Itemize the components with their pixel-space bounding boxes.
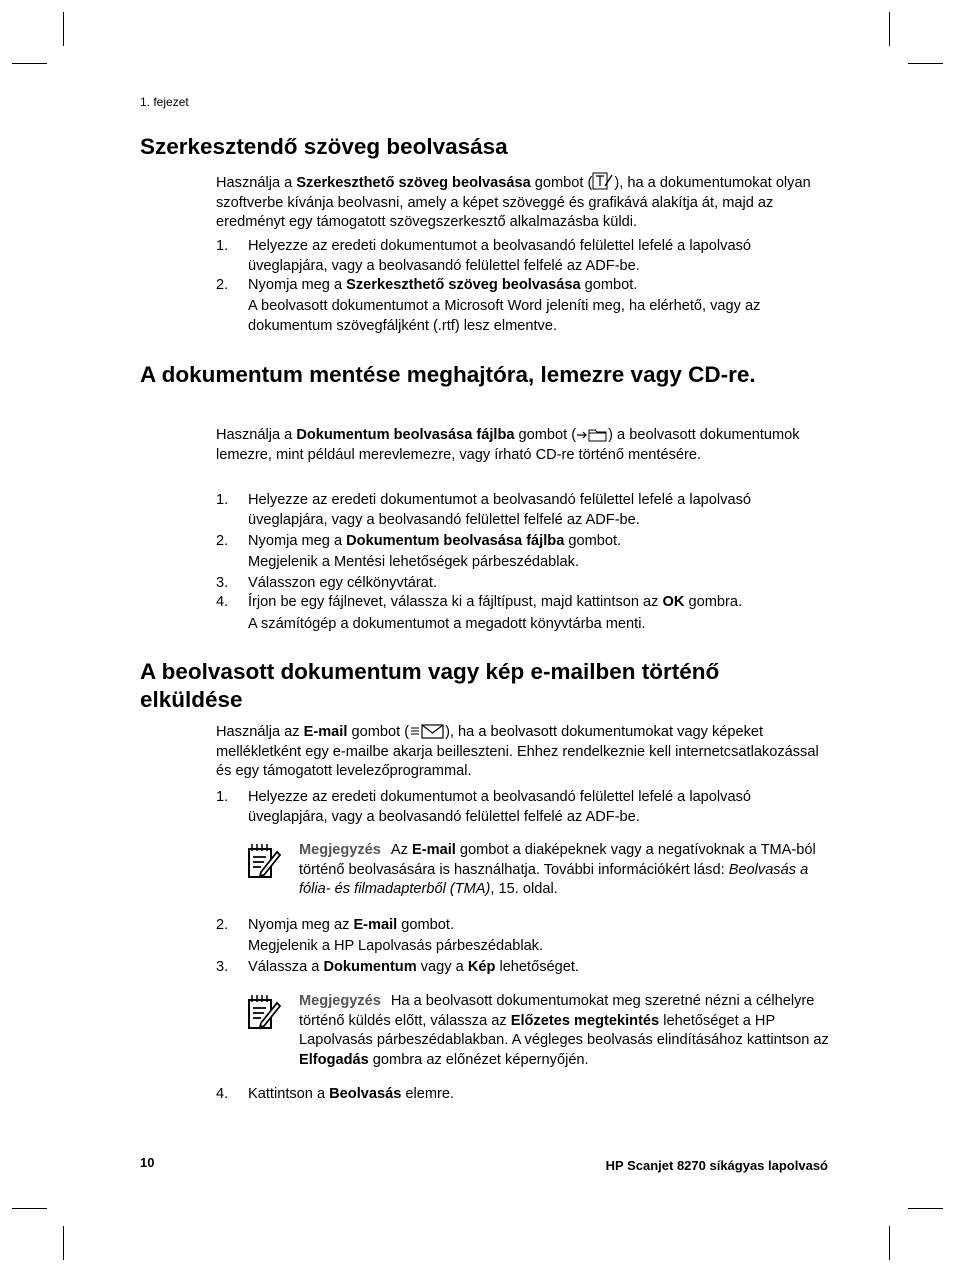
- list-number: 1.: [216, 238, 229, 254]
- crop-mark: [889, 12, 890, 46]
- list-item-note: A számítógép a dokumentumot a megadott könyvtárba menti.: [248, 616, 646, 632]
- crop-mark: [63, 12, 64, 46]
- list-number: 2.: [216, 533, 229, 549]
- section-intro: Használja a Dokumentum beolvasása fájlba gombot ( ) a beolvasott dokumentumok lemezre, mint például merevlemezre, vagy írható CD-re történő mentésére.: [216, 427, 800, 463]
- list-item: Helyezze az eredeti dokumentumot a beolvasandó felülettel lefelé a lapolvasó üveglapjára, vagy a beolvasandó felülettel felfelé az ADF-be.: [248, 492, 751, 528]
- list-item-note: Megjelenik a HP Lapolvasás párbeszédablak.: [248, 938, 544, 954]
- list-item-note: Megjelenik a Mentési lehetőségek párbeszédablak.: [248, 554, 579, 570]
- list-item: Válasszon egy célkönyvtárat.: [248, 575, 438, 591]
- list-number: 4.: [216, 1086, 229, 1102]
- list-item: Válassza a Dokumentum vagy a Kép lehetőséget.: [248, 959, 579, 975]
- list-number: 2.: [216, 277, 229, 293]
- list-item: Kattintson a Beolvasás elemre.: [248, 1086, 455, 1102]
- email-icon: [409, 723, 445, 739]
- list-item: Nyomja meg a Szerkeszthető szöveg beolvasása gombot.: [248, 277, 638, 293]
- list-number: 2.: [216, 917, 229, 933]
- section-title-editable-text: Szerkesztendő szöveg beolvasása: [140, 134, 508, 159]
- note-text: Megjegyzés Az E-mail gombot a diaképeknek vagy a negatívoknak a TMA-ból történő beolvasására is használhatja. További információkért lásd: Beolvasás a fólia- és filmadapterből (TMA), 15. oldal.: [299, 842, 816, 897]
- crop-mark: [12, 63, 47, 64]
- crop-mark: [63, 1226, 64, 1260]
- list-item: Helyezze az eredeti dokumentumot a beolvasandó felülettel lefelé a lapolvasó üveglapjára, vagy a beolvasandó felülettel felfelé az ADF-be.: [248, 789, 751, 825]
- list-item: Helyezze az eredeti dokumentumot a beolvasandó felülettel lefelé a lapolvasó üveglapjára, vagy a beolvasandó felülettel felfelé az ADF-be.: [248, 238, 751, 274]
- list-item: Nyomja meg az E-mail gombot.: [248, 917, 455, 933]
- list-item: Írjon be egy fájlnevet, válassza ki a fájltípust, majd kattintson az OK gombra.: [248, 594, 742, 610]
- section-title-email: A beolvasott dokumentum vagy kép e-mailben történő elküldése: [140, 659, 720, 712]
- crop-mark: [908, 1208, 943, 1209]
- crop-mark: [12, 1208, 47, 1209]
- list-item-note: A beolvasott dokumentumot a Microsoft Word jeleníti meg, ha elérhető, vagy az dokumentum szövegfáljként (.rtf) lesz elmentve.: [248, 298, 761, 334]
- section-intro: Használja az E-mail gombot ( ), ha a beolvasott dokumentumokat vagy képeket mellékletként egy e-mailbe akarja beilleszteni. Ehhez rendelkeznie kell internetcsatlakozással és egy támogatott levelezőprogrammal.: [216, 724, 819, 779]
- save-to-file-icon: [576, 426, 608, 442]
- list-number: 3.: [216, 959, 229, 975]
- list-number: 1.: [216, 789, 229, 805]
- note-icon: [246, 993, 282, 1031]
- list-number: 1.: [216, 492, 229, 508]
- note-icon: [246, 842, 282, 880]
- crop-mark: [889, 1226, 890, 1260]
- list-item: Nyomja meg a Dokumentum beolvasása fájlba gombot.: [248, 533, 622, 549]
- list-number: 3.: [216, 575, 229, 591]
- chapter-header: 1. fejezet: [140, 95, 189, 109]
- note-text: Megjegyzés Ha a beolvasott dokumentumokat meg szeretné nézni a célhelyre történő küldés előtt, válassza az Előzetes megtekintés lehetőséget a HP Lapolvasás párbeszédablakban. A végleges beolvasás elindításához kattintson az Elfogadás gombra az előnézet képernyőjén.: [299, 993, 829, 1068]
- page-number: 10: [140, 1155, 155, 1170]
- footer-product-name: HP Scanjet 8270 síkágyas lapolvasó: [605, 1158, 828, 1173]
- crop-mark: [908, 63, 943, 64]
- list-number: 4.: [216, 594, 229, 610]
- section-title-save-document: A dokumentum mentése meghajtóra, lemezre vagy CD-re.: [140, 362, 756, 387]
- edit-text-icon: [592, 172, 614, 190]
- section-intro: Használja a Szerkeszthető szöveg beolvasása gombot ( ), ha a dokumentumokat olyan szoftverbe kívánja beolvasni, amely a képet szöveggé és grafikává alakítja át, majd az eredményt egy támogatott szövegszerkesztő alkalmazásba küldi.: [216, 172, 831, 233]
